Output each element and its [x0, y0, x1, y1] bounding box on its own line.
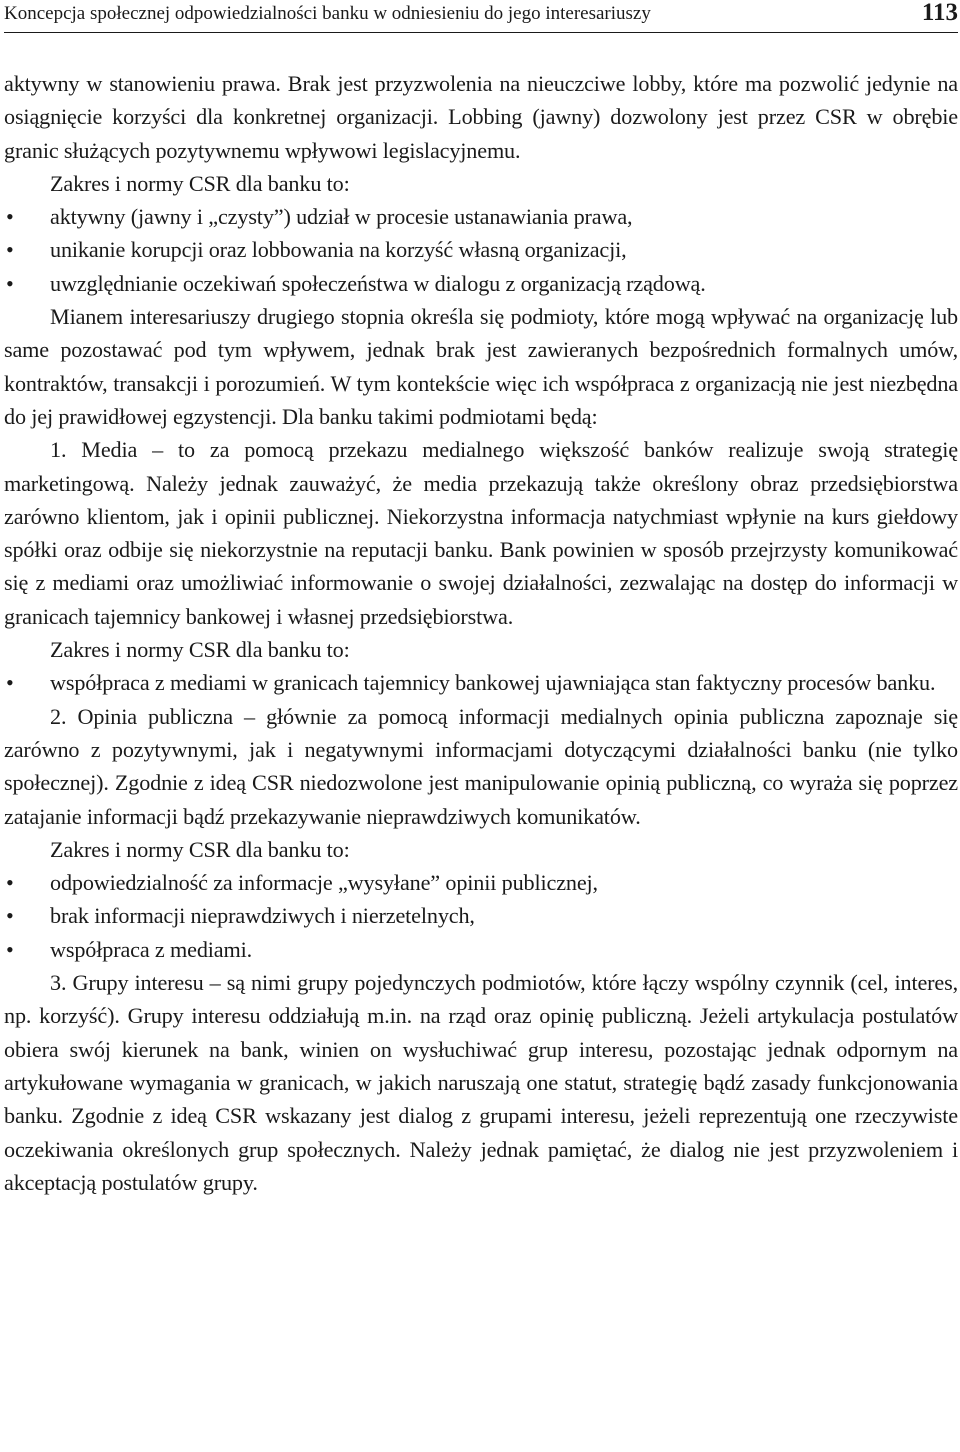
list-item	[4, 200, 958, 233]
scope-label: Zakres i normy CSR dla banku to:	[50, 836, 350, 862]
bullet-icon: •	[6, 936, 14, 962]
bullet-list-public-opinion	[4, 866, 958, 966]
bullet-icon: •	[6, 670, 14, 696]
list-item-text: unikanie korupcji oraz lobbowania na korzyść własną organizacji,	[50, 237, 627, 263]
page-number: 113	[921, 0, 958, 26]
scope-label: Zakres i normy CSR dla banku to:	[50, 637, 350, 663]
list-item-text: odpowiedzialność za informacje „wysyłane” opinii publicznej,	[50, 870, 598, 896]
list-item-text: współpraca z mediami.	[50, 936, 253, 962]
bullet-icon: •	[6, 270, 14, 296]
bullet-icon: •	[6, 204, 14, 230]
paragraph-media: 1. Media – to za pomocą przekazu medialnego większość banków realizuje swoją strategię marketingową. Należy jednak zauważyć, że media przekazują także określony obraz przedsiębiorstwa zarówno klientom, jak i opinii publicznej. Niekorzystna informacja natychmiast wpłynie na kurs giełdowy spółki oraz odbije się niekorzystnie na reputacji banku. Bank powinien w sposób przejrzysty komunikować się z mediami oraz umożliwiać informowanie o swojej działalności, zezwalając na dostęp do informacji w granicach tajemnicy bankowej i własnej przedsiębiorstwa.	[4, 437, 958, 629]
list-item	[4, 267, 958, 300]
paragraph-lobbying: aktywny w stanowieniu prawa. Brak jest przyzwolenia na nieuczciwe lobby, które ma pozwolić jedynie na osiągnięcie korzyści dla konkretnej organizacji. Lobbing (jawny) dozwolony jest przez CSR w obrębie granic służących pozytywnemu wpływowi legislacyjnemu.	[4, 71, 958, 163]
list-item	[4, 933, 958, 966]
paragraph-public-opinion: 2. Opinia publiczna – głównie za pomocą informacji medialnych opinia publiczna zapoznaje się zarówno z pozytywnymi, jak i negatywnymi informacjami dotyczącymi działalności banku (nie tylko społecznej). Zgodnie z ideą CSR niedozwolone jest manipulowanie opinią publiczną, co wyraża się poprzez zatajanie informacji bądź przekazywanie nieprawdziwych komunikatów.	[4, 703, 958, 829]
list-item	[4, 666, 958, 699]
bullet-icon: •	[6, 903, 14, 929]
bullet-icon: •	[6, 870, 14, 896]
list-item	[4, 233, 958, 266]
bullet-icon: •	[6, 237, 14, 263]
paragraph-second-degree-stakeholders: Mianem interesariuszy drugiego stopnia określa się podmioty, które mogą wpływać na organizację lub same pozostawać pod tym wpływem, jednak brak jest zawieranych bezpośrednich formalnych umów, kontraktów, transakcji i porozumień. W tym kontekście więc ich współpraca z organizacją nie jest niezbędna do jej prawidłowej egzystencji. Dla banku takimi podmiotami będą:	[4, 304, 958, 429]
list-item-text: aktywny (jawny i „czysty”) udział w procesie ustanawiania prawa,	[50, 204, 633, 230]
list-item	[4, 899, 958, 932]
list-item	[4, 866, 958, 899]
list-item-text: współpraca z mediami w granicach tajemnicy bankowej ujawniająca stan faktyczny procesów banku.	[50, 670, 936, 696]
bullet-list-media	[4, 666, 958, 699]
list-item-text: uwzględnianie oczekiwań społeczeństwa w dialogu z organizacją rządową.	[50, 270, 706, 296]
bullet-list-lobbying	[4, 200, 958, 300]
paragraph-interest-groups: 3. Grupy interesu – są nimi grupy pojedynczych podmiotów, które łączy wspólny czynnik (cel, interes, np. korzyść). Grupy interesu oddziałują m.in. na rząd oraz opinię publiczną. Jeżeli artykulacja postulatów obiera swój kierunek na bank, winien on wysłuchiwać grup interesu, pozostając jednak odpornym na artykułowane wymagania w granicach, w jakich naruszają one statut, strategię bądź zasady funkcjonowania banku. Zgodnie z ideą CSR wskazany jest dialog z grupami interesu, jeżeli reprezentują one rzeczywiste oczekiwania określonych grup społecznych. Należy jednak pamiętać, że dialog nie jest przyzwoleniem i akceptacją postulatów grupy.	[4, 970, 958, 1195]
header-title: Koncepcja społecznej odpowiedzialności banku w odniesieniu do jego interesariuszy	[4, 3, 651, 24]
running-header	[4, 0, 958, 33]
scope-label: Zakres i normy CSR dla banku to:	[50, 170, 350, 196]
body-text	[4, 67, 958, 1199]
list-item-text: brak informacji nieprawdziwych i nierzetelnych,	[50, 903, 475, 929]
